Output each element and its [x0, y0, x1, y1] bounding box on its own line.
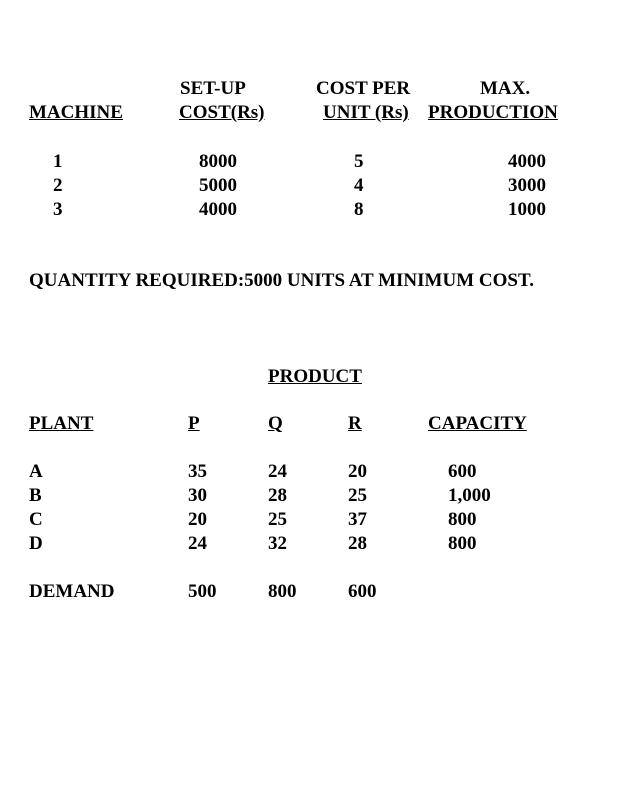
max-production-header-line2: PRODUCTION — [428, 102, 558, 123]
demand-q-value: 800 — [268, 581, 297, 602]
max-production-value: 3000 — [508, 175, 546, 196]
product-p-value: 35 — [188, 461, 207, 482]
max-production-value: 1000 — [508, 199, 546, 220]
capacity-value: 600 — [448, 461, 477, 482]
quantity-required-text: QUANTITY REQUIRED:5000 UNITS AT MINIMUM COST. — [29, 270, 534, 291]
setup-cost-value: 8000 — [199, 151, 237, 172]
demand-r-value: 600 — [348, 581, 377, 602]
cost-per-unit-header-line2: UNIT (Rs) — [323, 102, 409, 123]
capacity-value: 1,000 — [448, 485, 491, 506]
capacity-value: 800 — [448, 533, 477, 554]
product-q-value: 28 — [268, 485, 287, 506]
product-p-value: 20 — [188, 509, 207, 530]
product-r-value: 28 — [348, 533, 367, 554]
product-r-value: 25 — [348, 485, 367, 506]
cost-per-unit-header-line1: COST PER — [316, 78, 411, 99]
capacity-value: 800 — [448, 509, 477, 530]
product-heading: PRODUCT — [268, 366, 362, 387]
product-r-value: 20 — [348, 461, 367, 482]
plant-id: D — [29, 533, 43, 554]
product-p-value: 24 — [188, 533, 207, 554]
machine-id: 2 — [53, 175, 63, 196]
plant-header: PLANT — [29, 413, 94, 434]
product-r-header: R — [348, 413, 362, 434]
product-p-header: P — [188, 413, 200, 434]
machine-id: 1 — [53, 151, 63, 172]
max-production-value: 4000 — [508, 151, 546, 172]
product-r-value: 37 — [348, 509, 367, 530]
demand-p-value: 500 — [188, 581, 217, 602]
machine-header: MACHINE — [29, 102, 123, 123]
demand-label: DEMAND — [29, 581, 115, 602]
plant-id: C — [29, 509, 43, 530]
setup-cost-value: 5000 — [199, 175, 237, 196]
plant-id: A — [29, 461, 43, 482]
max-production-header-line1: MAX. — [480, 78, 531, 99]
cost-per-unit-value: 5 — [354, 151, 364, 172]
setup-cost-header-line2: COST(Rs) — [179, 102, 265, 123]
cost-per-unit-value: 4 — [354, 175, 364, 196]
plant-id: B — [29, 485, 42, 506]
product-q-header: Q — [268, 413, 283, 434]
product-q-value: 24 — [268, 461, 287, 482]
machine-id: 3 — [53, 199, 63, 220]
capacity-header: CAPACITY — [428, 413, 527, 434]
product-p-value: 30 — [188, 485, 207, 506]
setup-cost-header-line1: SET-UP — [180, 78, 246, 99]
product-q-value: 32 — [268, 533, 287, 554]
product-q-value: 25 — [268, 509, 287, 530]
cost-per-unit-value: 8 — [354, 199, 364, 220]
setup-cost-value: 4000 — [199, 199, 237, 220]
